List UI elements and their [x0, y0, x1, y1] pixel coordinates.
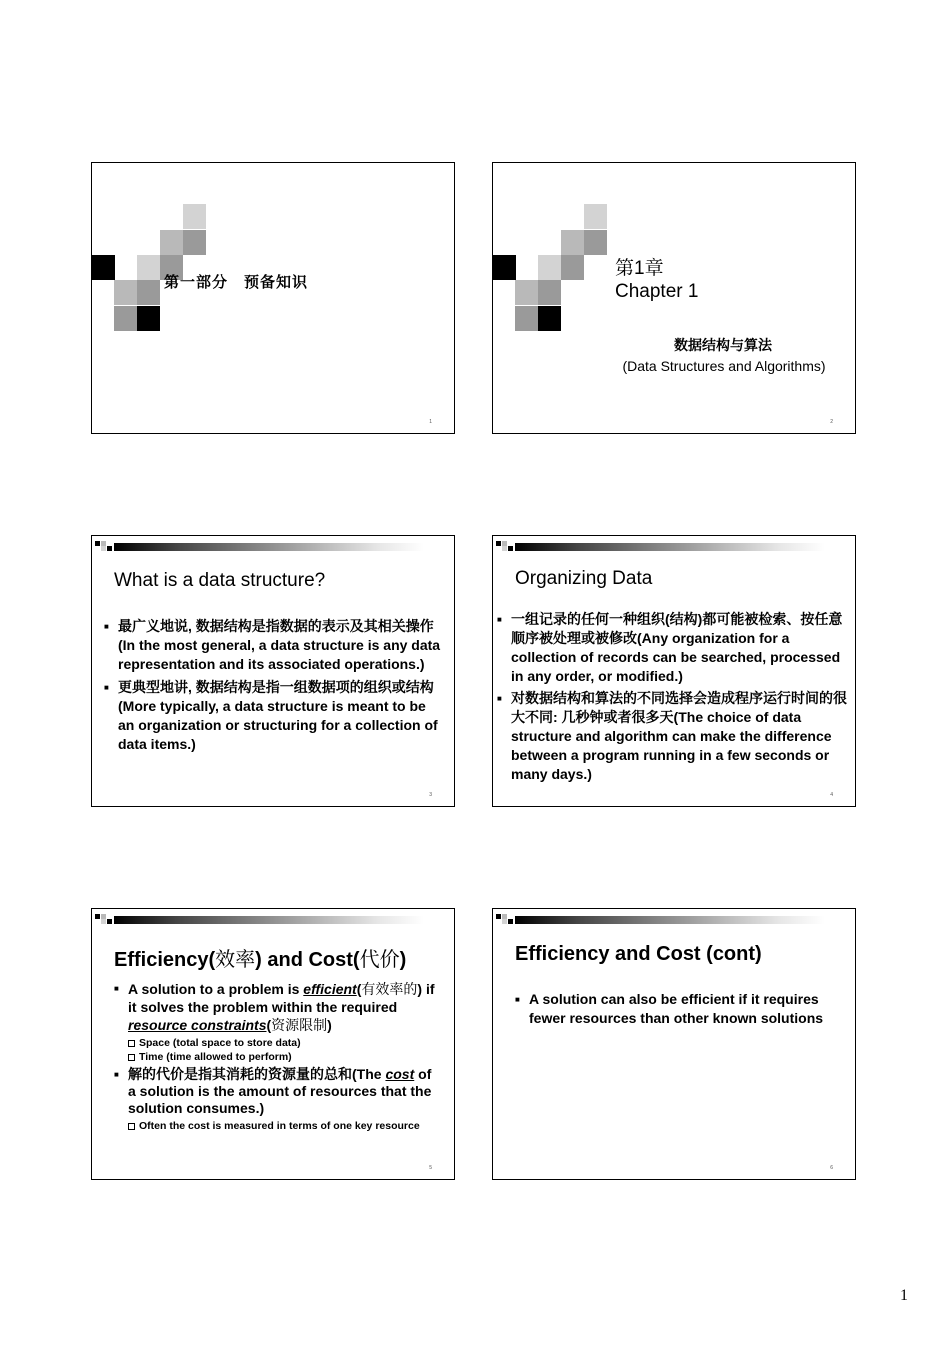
header-bar — [515, 916, 825, 924]
text-part: A solution to a problem is — [128, 981, 304, 997]
deco-square — [137, 280, 160, 305]
title-part: 效率 — [215, 949, 256, 971]
header-square — [107, 546, 112, 551]
sub-item: Time (time allowed to perform) — [128, 1050, 440, 1064]
sub-list — [128, 1119, 440, 1133]
slide-3 — [91, 535, 455, 807]
deco-square — [538, 255, 561, 280]
header-square — [508, 919, 513, 924]
deco-square — [114, 280, 137, 305]
text-part: ( — [266, 1017, 272, 1033]
slide-title: 第一部分 预备知识 — [164, 273, 309, 291]
bullet-item: ■ 更典型地讲, 数据结构是指一组数据项的组织或结构(More typically, a data structure is meant to be an organization or structuring for a collection of data items.) — [104, 678, 444, 754]
deco-square — [137, 255, 160, 280]
slide-4 — [492, 535, 856, 807]
header-square — [101, 546, 106, 551]
bullet-item: ■ 对数据结构和算法的不同选择会造成程序运行时间的很大不同: 几秒钟或者很多天(The choice of data structure and algorithm can make the difference between a program running in a few seconds or many days.) — [497, 689, 853, 784]
text-part: ( — [356, 981, 362, 997]
bullet-item: ■ 最广义地说, 数据结构是指数据的表示及其相关操作(In the most general, a data structure is any data representation and its associated operations.) — [104, 617, 444, 674]
header-square — [508, 546, 513, 551]
deco-square — [584, 204, 607, 229]
title-part: Efficiency( — [114, 949, 216, 971]
header-square — [502, 546, 507, 551]
text-emphasis: resource constraints — [128, 1017, 267, 1033]
header-bar — [515, 543, 825, 551]
slide-title — [114, 943, 406, 972]
deco-square — [515, 306, 538, 331]
header-square — [95, 914, 100, 919]
deco-square — [538, 280, 561, 305]
deco-square — [584, 230, 607, 255]
deco-square — [114, 306, 137, 331]
bullet-list — [114, 980, 440, 1133]
text-part: of a solution is the amount of resources that the solution consumes.) — [128, 1066, 432, 1116]
text-part: 有效率的 — [361, 981, 418, 997]
header-bar — [114, 543, 424, 551]
header-square — [496, 914, 501, 919]
chapter-subtitle-cn: 数据结构与算法 — [674, 337, 772, 353]
slide-number: 1 — [429, 419, 432, 425]
deco-square — [183, 204, 206, 229]
slide-number: 4 — [830, 792, 833, 798]
title-part: 代价 — [359, 949, 400, 971]
bullet-list — [515, 990, 825, 1028]
deco-square — [137, 306, 160, 331]
title-part: ) — [399, 949, 407, 971]
bullet-item: ■ A solution can also be efficient if it requires fewer resources than other known solutions — [515, 990, 825, 1028]
slide-6 — [492, 908, 856, 1180]
header-square — [95, 541, 100, 546]
deco-square — [538, 306, 561, 331]
slide-title: Efficiency and Cost (cont) — [515, 943, 762, 965]
slide-number: 3 — [429, 792, 432, 798]
deco-square — [493, 255, 516, 280]
slide-title: What is a data structure? — [114, 570, 326, 591]
sub-item: Space (total space to store data) — [128, 1036, 440, 1050]
text-part: 解的代价是指其消耗的资源量的总和(The — [128, 1066, 386, 1082]
header-bar — [114, 916, 424, 924]
text-emphasis: cost — [385, 1066, 415, 1082]
text-part: ) if it solves the problem within the required — [128, 981, 435, 1015]
bullet-item: ■ 一组记录的任何一种组织(结构)都可能被检索、按任意顺序被处理或被修改(Any organization for a collection of records can be searched, processed in any order, or modified.) — [497, 610, 853, 686]
text-emphasis: efficient — [303, 981, 357, 997]
bullet-list — [104, 617, 444, 754]
deco-square — [561, 255, 584, 280]
slide-number: 2 — [830, 419, 833, 425]
slide-2 — [492, 162, 856, 434]
deco-square — [561, 230, 584, 255]
chapter-title-en: Chapter 1 — [615, 281, 699, 302]
header-square — [107, 919, 112, 924]
sub-list — [128, 1036, 440, 1064]
bullet-item — [114, 980, 440, 1064]
sub-item: Often the cost is measured in terms of one key resource — [128, 1119, 440, 1133]
deco-square — [92, 255, 115, 280]
slide-number: 5 — [429, 1165, 432, 1171]
text-part: 资源限制 — [271, 1017, 328, 1033]
text-part: ) — [327, 1017, 332, 1033]
header-square — [496, 541, 501, 546]
slide-5 — [91, 908, 455, 1180]
bullet-item — [114, 1066, 440, 1133]
slide-1 — [91, 162, 455, 434]
deco-square — [160, 230, 183, 255]
deco-square — [515, 280, 538, 305]
slide-title: Organizing Data — [515, 568, 653, 589]
deco-square — [183, 230, 206, 255]
chapter-subtitle-en: (Data Structures and Algorithms) — [622, 358, 826, 374]
title-part: ) and Cost( — [255, 949, 360, 971]
chapter-title-cn: 第1章 — [615, 258, 664, 279]
header-square — [101, 919, 106, 924]
header-square — [502, 919, 507, 924]
slide-number: 6 — [830, 1165, 833, 1171]
page-number: 1 — [900, 1287, 908, 1304]
bullet-list — [497, 610, 853, 784]
